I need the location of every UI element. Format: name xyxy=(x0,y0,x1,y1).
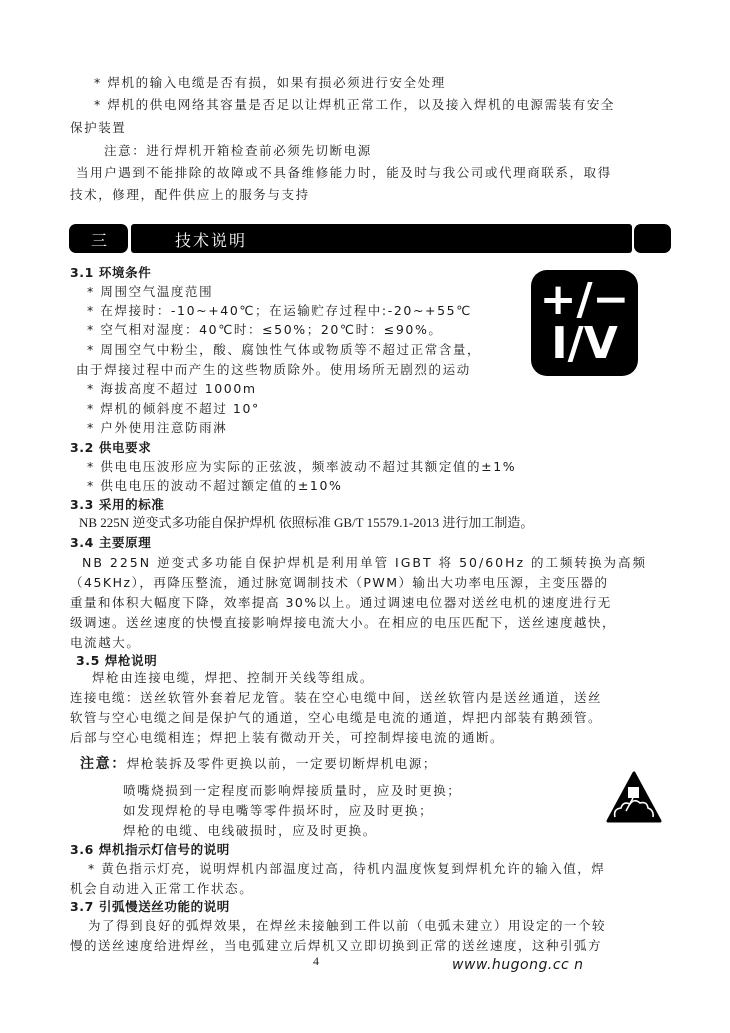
heading-3-5: 3.5 焊枪说明 xyxy=(76,653,158,668)
text-line: 级调速。送丝速度的快慢直接影响焊接电流大小。在相应的电压匹配下，送丝速度越快， xyxy=(70,615,617,630)
text-line: 软管与空心电缆之间是保护气的通道，空心电缆是电流的通道，焊把内部装有鹅颈管。 xyxy=(70,710,603,725)
section-end-band xyxy=(634,224,671,253)
heading-3-7: 3.7 引弧慢送丝功能的说明 xyxy=(70,899,230,914)
text-line: * 在焊接时：-10~+40℃；在运输贮存过程中:-20~+55℃ xyxy=(87,303,472,318)
text-line: * 焊机的倾斜度不超过 10° xyxy=(87,401,260,416)
current-voltage-icon xyxy=(531,270,638,376)
section-title-band xyxy=(131,224,632,253)
note-label: 注意： xyxy=(80,756,127,772)
text-line: 机会自动进入正常工作状态。 xyxy=(70,881,254,896)
text-line: 重量和体积大幅度下降，效率提高 30%以上。通过调速电位器对送丝电机的速度进行无 xyxy=(70,595,612,610)
text-line: * 焊机的供电网络其容量是否足以让焊机正常工作，以及接入焊机的电源需装有安全 xyxy=(94,97,616,112)
text-line: 电流越大。 xyxy=(70,635,141,650)
website-url: www.hugong.cc n xyxy=(452,957,584,973)
page-number: 4 xyxy=(313,954,319,968)
text-line: 保护装置 xyxy=(70,120,127,135)
text-line: 后部与空心电缆相连；焊把上装有微动开关，可控制焊接电流的通断。 xyxy=(70,730,505,745)
plus-minus-glyph: +/− xyxy=(539,274,630,325)
heading-3-1: 3.1 环境条件 xyxy=(70,265,152,280)
text-line: * 周围空气温度范围 xyxy=(87,284,214,299)
note-line xyxy=(80,756,437,772)
text-line: NB 225N 逆变式多功能自保护焊机 依照标准 GB/T 15579.1-2013 进行加工制造。 xyxy=(79,515,534,530)
text-line: 由于焊接过程中而产生的这些物质除外。使用场所无剧烈的运动 xyxy=(76,362,471,377)
text-line: * 周围空气中粉尘，酸、腐蚀性气体或物质等不超过正常含量， xyxy=(87,342,482,357)
text-line: * 供电电压波形应为实际的正弦波，频率波动不超过其额定值的±1% xyxy=(87,459,517,474)
iv-glyph: I/V xyxy=(551,318,618,369)
text-line: 焊枪的电缆、电线破损时，应及时更换。 xyxy=(123,823,377,838)
text-line: 连接电缆：送丝软管外套着尼龙管。装在空心电缆中间，送丝软管内是送丝通道，送丝 xyxy=(70,690,603,705)
text-line: * 供电电压的波动不超过额定值的±10% xyxy=(87,478,343,493)
text-line: 慢的送丝速度给进焊丝，当电弧建立后焊机又立即切换到正常的送丝速度，这种引弧方 xyxy=(70,938,603,953)
section-number-band xyxy=(69,224,128,253)
text-line: （45KHz），再降压整流，通过脉宽调制技术（PWM）输出大功率电压源，主变压器的 xyxy=(70,575,609,590)
section-title: 技术说明 xyxy=(175,231,248,250)
text-line: * 黄色指示灯亮，说明焊机内部温度过高，待机内温度恢复到焊机允许的输入值，焊 xyxy=(88,861,606,876)
text-line: 当用户遇到不能排除的故障或不具备维修能力时，能及时与我公司或代理商联系，取得 xyxy=(76,165,612,180)
text-line: 技术，修理，配件供应上的服务与支持 xyxy=(70,187,310,202)
heading-3-6: 3.6 焊机指示灯信号的说明 xyxy=(70,842,230,857)
section-number: 三 xyxy=(91,231,110,250)
text-line: 如发现焊枪的导电嘴等零件损坏时，应及时更换； xyxy=(123,803,434,818)
text-line: NB 225N 逆变式多功能自保护焊机是利用单管 IGBT 将 50/60Hz 的工频转换为高频 xyxy=(82,555,648,570)
heading-3-3: 3.3 采用的标准 xyxy=(70,497,165,512)
note-text: 焊枪装拆及零件更换以前，一定要切断焊机电源； xyxy=(126,756,438,771)
caution-line: 注意：进行焊机开箱检查前必须先切断电源 xyxy=(104,143,372,158)
text-line: 焊枪由连接电缆，焊把、控制开关线等组成。 xyxy=(92,670,375,685)
heading-3-4: 3.4 主要原理 xyxy=(70,535,152,550)
text-line: 为了得到良好的弧焊效果，在焊丝未接触到工件以前（电弧未建立）用设定的一个较 xyxy=(88,918,607,933)
text-line: * 海拔高度不超过 1000m xyxy=(87,381,257,396)
text-line: * 户外使用注意防雨淋 xyxy=(87,420,228,435)
text-line: * 空气相对湿度：40℃时：≤50%；20℃时：≤90%。 xyxy=(87,322,443,337)
fume-warning-icon xyxy=(606,771,662,823)
text-line: * 焊机的输入电缆是否有损，如果有损必须进行安全处理 xyxy=(94,75,446,90)
text-line: 喷嘴烧损到一定程度而影响焊接质量时，应及时更换； xyxy=(123,783,462,798)
heading-3-2: 3.2 供电要求 xyxy=(70,440,152,455)
